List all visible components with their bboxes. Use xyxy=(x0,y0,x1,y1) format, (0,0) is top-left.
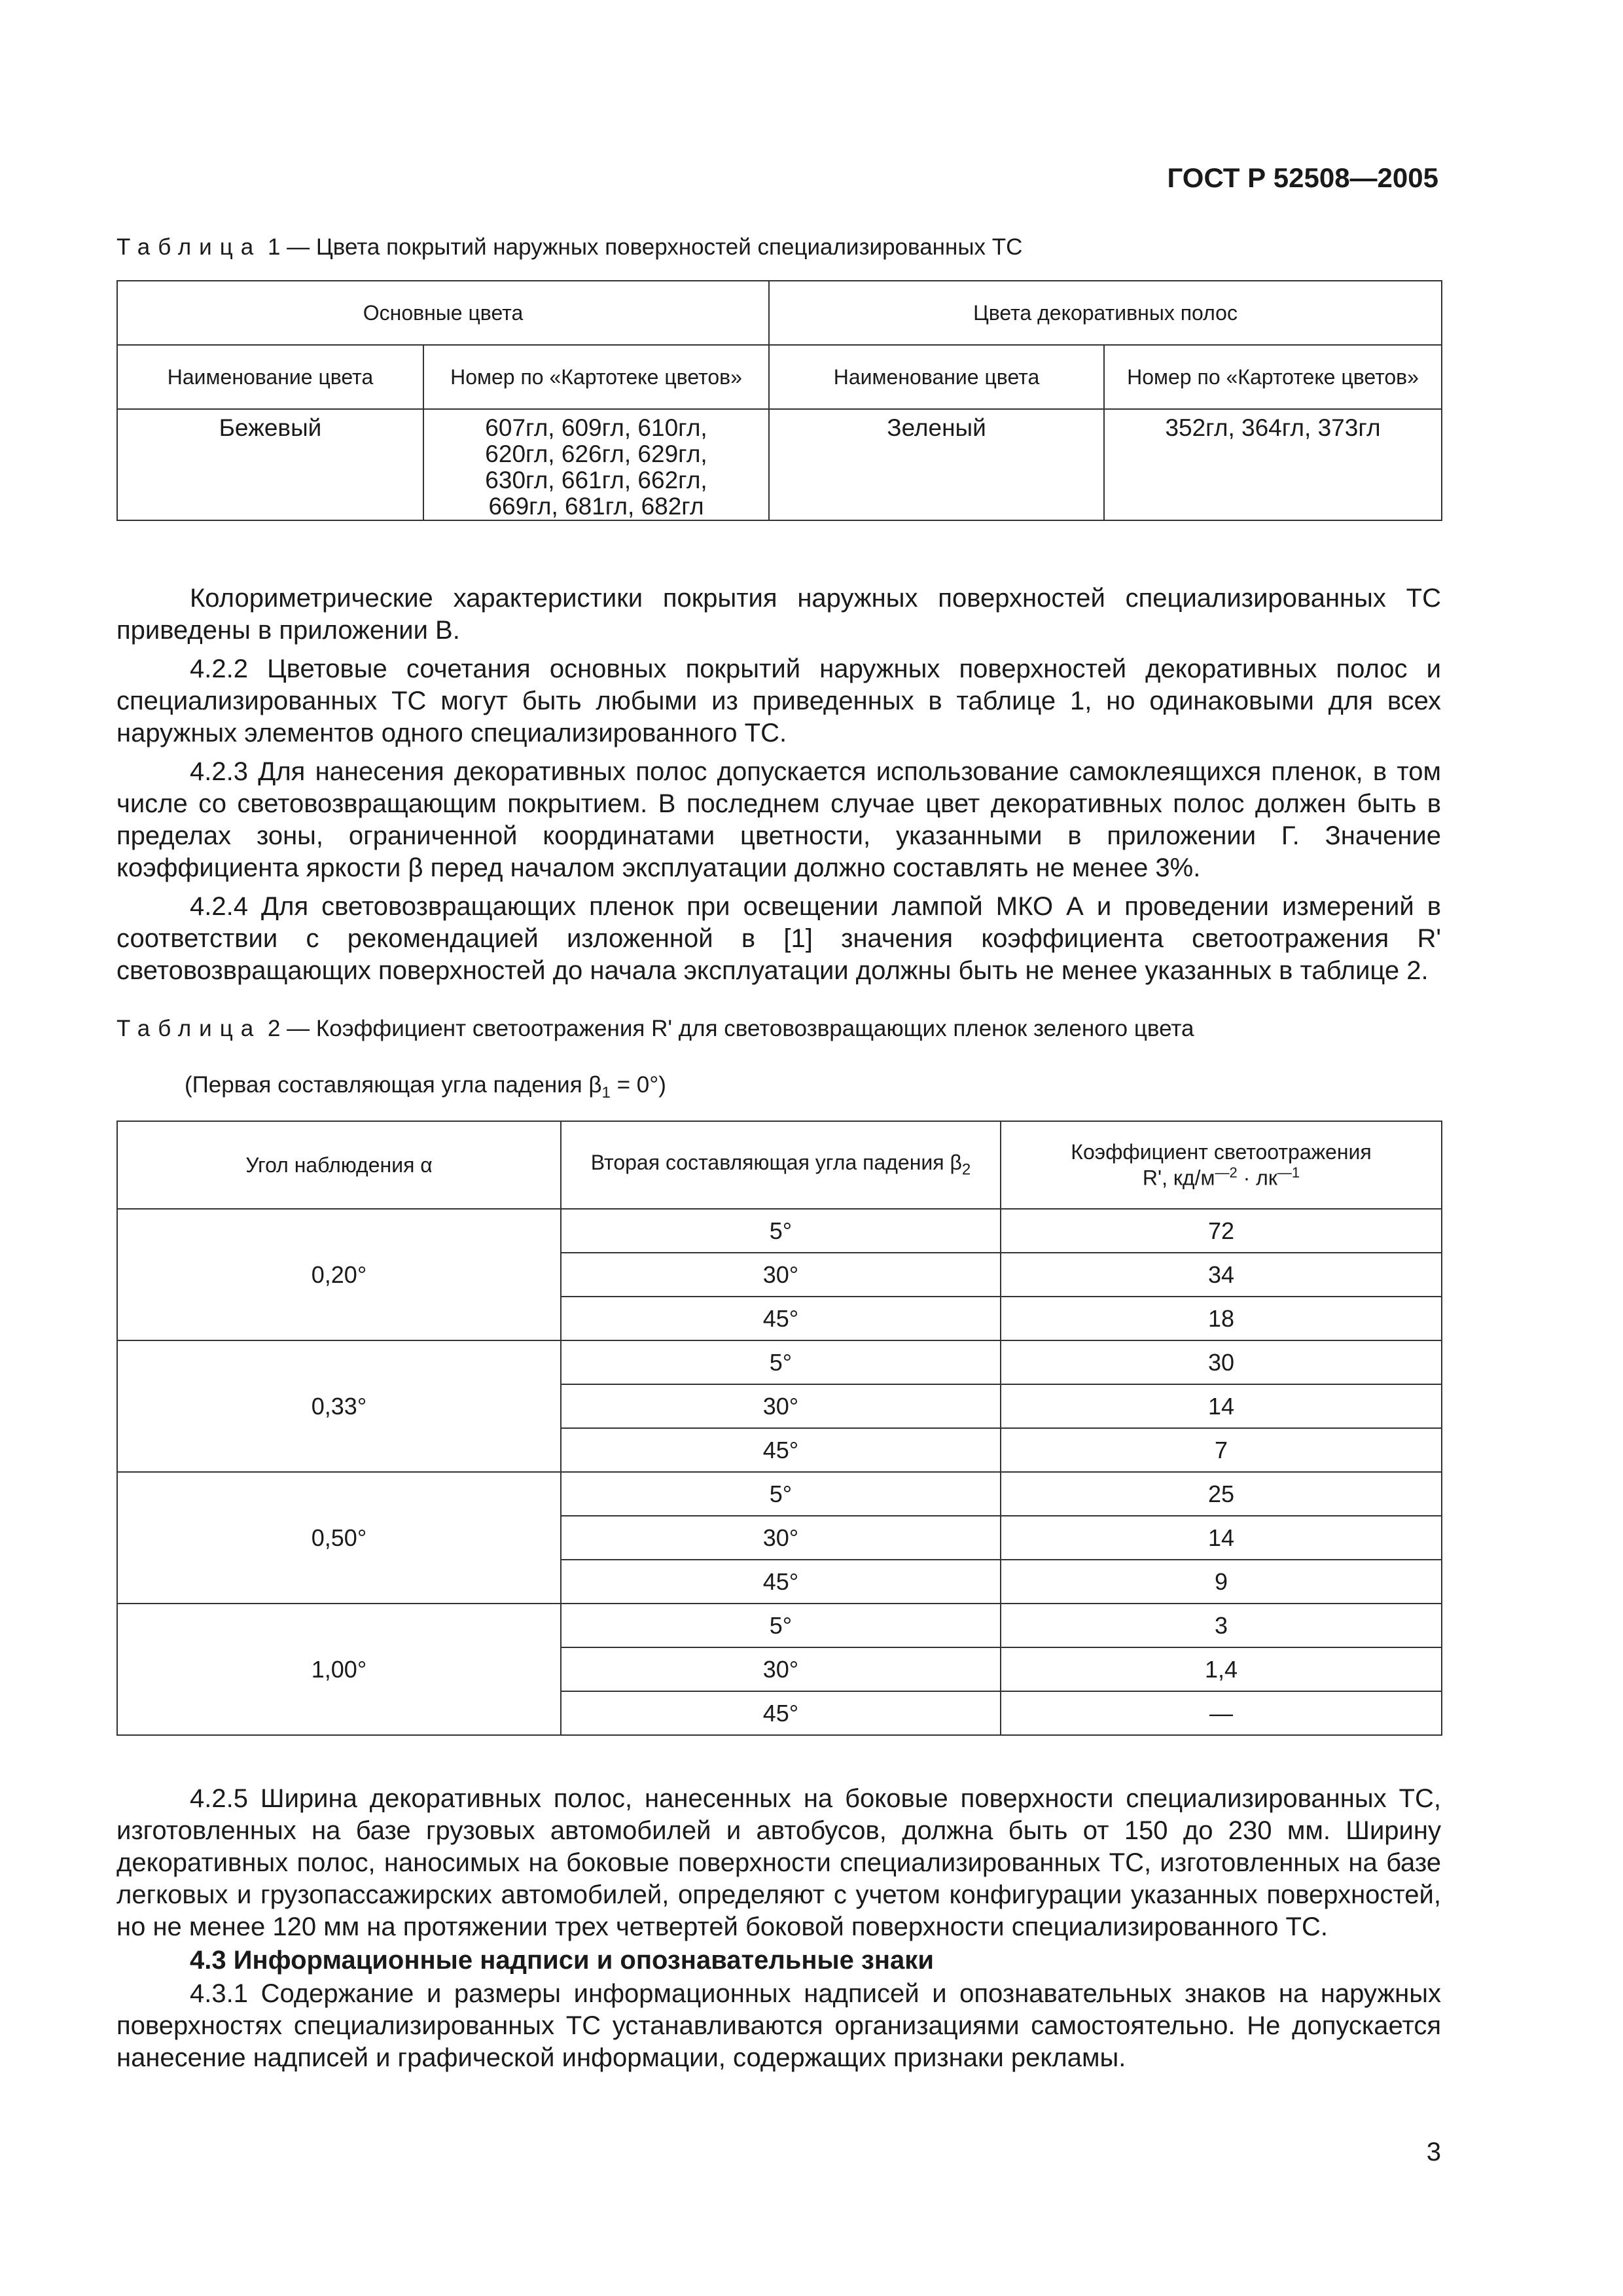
table1-main-numbers-line: 630гл, 661гл, 662гл, xyxy=(485,467,707,493)
paragraph-4-2-3: 4.2.3 Для нанесения декоративных полос допускается использование самоклеящихся пленок, в том числе со световозвращающим покрытием. В последнем случае цвет декоративных полос должен быть в пределах зоны, ограниченной координатами цветности, указанными в приложении Г. Значение коэффициента яркости β перед началом эксплуатации должно составлять не менее 3%. xyxy=(116,757,1441,882)
table1-col-number: Номер по «Картотеке цветов» xyxy=(1104,345,1442,409)
table1-col-number: Номер по «Картотеке цветов» xyxy=(423,345,769,409)
table1 xyxy=(116,280,1442,521)
table2-header-coeff-mid: · лк xyxy=(1237,1166,1277,1190)
table2-coeff-cell: 25 xyxy=(1001,1472,1442,1516)
table1-group-main: Основные цвета xyxy=(117,281,769,345)
table2 xyxy=(116,1121,1442,1736)
table2-note xyxy=(185,1072,666,1102)
section-heading-4-3: 4.3 Информационные надписи и опознавательные знаки xyxy=(190,1946,934,1975)
table2-coeff-cell: 14 xyxy=(1001,1516,1442,1560)
table2-caption-prefix: Таблица xyxy=(116,1016,262,1041)
table1-caption xyxy=(116,234,1022,260)
table2-angle-cell: 0,50° xyxy=(117,1472,561,1604)
table2-coeff-cell: 14 xyxy=(1001,1384,1442,1428)
table1-caption-text: 1 — Цвета покрытий наружных поверхностей специализированных ТС xyxy=(267,234,1023,260)
table1-caption-prefix: Таблица xyxy=(116,234,262,260)
table2-beta2-cell: 45° xyxy=(561,1428,1001,1472)
table2-header-beta2-sub: 2 xyxy=(961,1160,971,1179)
table2-coeff-cell: 7 xyxy=(1001,1428,1442,1472)
table2-beta2-cell: 5° xyxy=(561,1604,1001,1647)
table2-header-coeff-line1: Коэффициент светоотражения xyxy=(1071,1139,1372,1164)
table2-angle-cell: 0,33° xyxy=(117,1340,561,1472)
table2-coeff-cell: 1,4 xyxy=(1001,1647,1442,1691)
table2-caption xyxy=(116,1016,1194,1042)
table2-header-angle: Угол наблюдения α xyxy=(117,1121,561,1209)
table2-note-text: (Первая составляющая угла падения β xyxy=(185,1072,602,1098)
table1-main-numbers-line: 620гл, 626гл, 629гл, xyxy=(485,440,707,467)
table2-beta2-cell: 30° xyxy=(561,1253,1001,1297)
table2-coeff-cell: 30 xyxy=(1001,1340,1442,1384)
paragraph-4-2-4: 4.2.4 Для световозвращающих пленок при освещении лампой МКО А и проведении измерений в соответствии с рекомендацией изложенной в [1] значения коэффициента светоотражения R' световозвращающих поверхностей до начала эксплуатации должны быть не менее указанных в таблице 2. xyxy=(116,892,1441,985)
paragraph-4-2-5: 4.2.5 Ширина декоративных полос, нанесенных на боковые поверхности специализированных ТС, изготовленных на базе грузовых автомобилей и автобусов, должна быть от 150 до 230 мм. Ширину декоративных полос, наносимых на боковые поверхности специализированных ТС, изготовленных на базе легковых и грузопассажирских автомобилей, определяют с учетом конфигурации указанных поверхностей, но не менее 120 мм на протяжении трех четвертей боковой поверхности специализированного ТС. xyxy=(116,1784,1441,1941)
table2-coeff-cell: 9 xyxy=(1001,1560,1442,1604)
table2-beta2-cell: 5° xyxy=(561,1340,1001,1384)
table1-main-numbers-line: 607гл, 609гл, 610гл, xyxy=(485,414,707,441)
table1-col-name: Наименование цвета xyxy=(117,345,423,409)
table2-coeff-cell: 18 xyxy=(1001,1297,1442,1340)
table2-coeff-cell: — xyxy=(1001,1691,1442,1735)
table2-beta2-cell: 5° xyxy=(561,1472,1001,1516)
paragraph-4-3-1: 4.3.1 Содержание и размеры информационных надписей и опознавательных знаков на наружных поверхностях специализированных ТС устанавливаются организациями самостоятельно. Не допускается нанесение надписей и графической информации, содержащих признаки рекламы. xyxy=(116,1979,1441,2072)
table2-header-beta2 xyxy=(561,1121,1001,1209)
paragraph-4-2-2: 4.2.2 Цветовые сочетания основных покрытий наружных поверхностей декоративных полос и специализированных ТС могут быть любыми из приведенных в таблице 1, но одинаковыми для всех наружных элементов одного специализированного ТС. xyxy=(116,655,1441,747)
table1-col-name: Наименование цвета xyxy=(769,345,1104,409)
table1-main-name: Бежевый xyxy=(117,409,423,520)
table2-beta2-cell: 45° xyxy=(561,1691,1001,1735)
table2-header-beta2-text: Вторая составляющая угла падения β xyxy=(590,1151,962,1175)
table2-coeff-cell: 3 xyxy=(1001,1604,1442,1647)
table2-beta2-cell: 30° xyxy=(561,1516,1001,1560)
table1-main-numbers xyxy=(423,409,769,520)
table2-header-coeff-sup2: —1 xyxy=(1277,1164,1300,1181)
standard-header: ГОСТ Р 52508—2005 xyxy=(1167,162,1438,193)
table2-note-subscript: 1 xyxy=(601,1084,611,1102)
table2-caption-text: 2 — Коэффициент светоотражения R' для световозвращающих пленок зеленого цвета xyxy=(267,1016,1194,1041)
page-number: 3 xyxy=(1426,2138,1441,2166)
table2-beta2-cell: 30° xyxy=(561,1647,1001,1691)
table2-note-end: = 0°) xyxy=(610,1072,666,1098)
table2-coeff-cell: 72 xyxy=(1001,1209,1442,1253)
table2-beta2-cell: 45° xyxy=(561,1560,1001,1604)
table2-angle-cell: 1,00° xyxy=(117,1604,561,1735)
paragraph: Колориметрические характеристики покрытия наружных поверхностей специализированных ТС приведены в приложении В. xyxy=(116,584,1441,645)
table2-header-coeff-unit: R', кд/м xyxy=(1142,1166,1215,1190)
body-text-2 xyxy=(116,1783,1441,2074)
table2-beta2-cell: 30° xyxy=(561,1384,1001,1428)
table1-main-numbers-line: 669гл, 681гл, 682гл xyxy=(488,493,704,520)
table2-angle-cell: 0,20° xyxy=(117,1209,561,1340)
table2-header-coeff xyxy=(1001,1121,1442,1209)
table1-stripe-numbers: 352гл, 364гл, 373гл xyxy=(1104,409,1442,520)
table1-group-stripes: Цвета декоративных полос xyxy=(769,281,1442,345)
table2-beta2-cell: 45° xyxy=(561,1297,1001,1340)
table2-header-coeff-sup1: —2 xyxy=(1215,1164,1238,1181)
table1-stripe-name: Зеленый xyxy=(769,409,1104,520)
table2-coeff-cell: 34 xyxy=(1001,1253,1442,1297)
table2-header-coeff-line2 xyxy=(1005,1164,1437,1191)
table2-beta2-cell: 5° xyxy=(561,1209,1001,1253)
body-text-1 xyxy=(116,583,1441,987)
